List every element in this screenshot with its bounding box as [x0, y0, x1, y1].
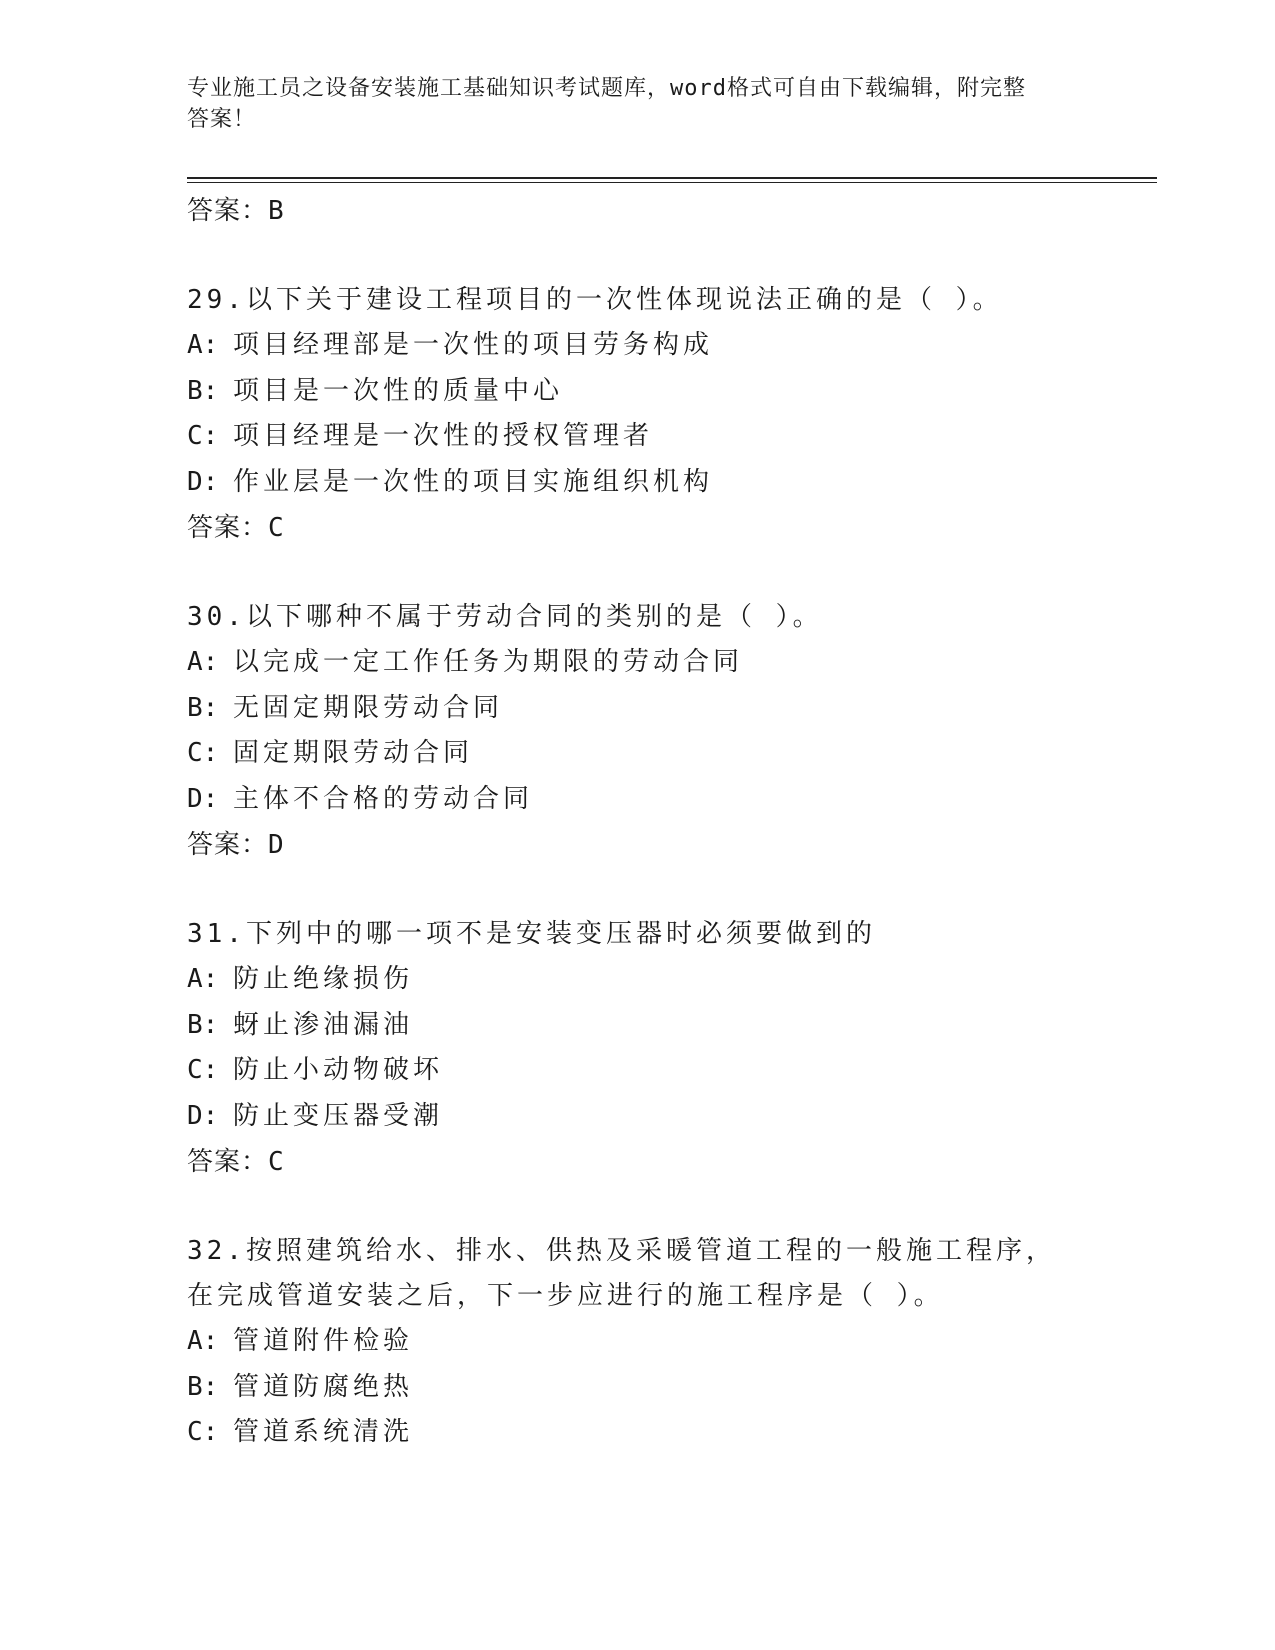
- question-item: [187, 595, 1067, 868]
- option-b: [187, 1365, 1067, 1411]
- option-letter: C:: [187, 738, 219, 768]
- option-b: [187, 686, 1067, 732]
- option-text: 防止小动物破坏: [233, 1055, 444, 1085]
- option-text: 防止绝缘损伤: [233, 964, 414, 994]
- option-letter: A:: [187, 647, 219, 677]
- option-text: 蚜止渗油漏油: [233, 1009, 414, 1040]
- question-stem: 32.按照建筑给水、排水、供热及采暖管道工程的一般施工程序，在完成管道安装之后，下一步应进行的施工程序是（ ）。: [187, 1236, 1056, 1311]
- option-text: 固定期限劳动合同: [233, 738, 474, 768]
- answer-line: 答案：C: [187, 513, 285, 543]
- option-text: 防止变压器受潮: [233, 1100, 444, 1131]
- option-c: [187, 731, 1067, 777]
- option-d: [187, 460, 1067, 506]
- document-page: [187, 0, 1157, 1650]
- option-c: [187, 1048, 1067, 1094]
- option-c: [187, 414, 1067, 460]
- option-letter: D:: [187, 1100, 219, 1131]
- question-item: [187, 912, 1067, 1185]
- option-letter: C:: [187, 1417, 219, 1447]
- option-text: 以完成一定工作任务为期限的劳动合同: [233, 647, 744, 677]
- option-a: [187, 323, 1067, 369]
- answer-line: 答案：B: [187, 196, 285, 226]
- option-text: 项目是一次性的质量中心: [233, 375, 564, 406]
- option-text: 项目经理部是一次性的项目劳务构成: [233, 330, 714, 360]
- option-a: [187, 1319, 1067, 1365]
- option-letter: C:: [187, 1055, 219, 1085]
- question-list: [187, 188, 1067, 1456]
- header-divider-thick: [187, 177, 1157, 179]
- option-b: [187, 369, 1067, 415]
- option-letter: B:: [187, 692, 219, 723]
- question-item: [187, 278, 1067, 551]
- option-text: 无固定期限劳动合同: [233, 692, 504, 723]
- option-text: 主体不合格的劳动合同: [233, 783, 534, 814]
- option-letter: A:: [187, 1326, 219, 1356]
- question-stem: 29.以下关于建设工程项目的一次性体现说法正确的是（ ）。: [187, 285, 1003, 315]
- option-c: [187, 1410, 1067, 1456]
- question-stem: 31.下列中的哪一项不是安装变压器时必须要做到的: [187, 919, 876, 949]
- document-header: 专业施工员之设备安装施工基础知识考试题库，word格式可自由下载编辑，附完整答案！: [187, 76, 1026, 132]
- option-a: [187, 957, 1067, 1003]
- option-letter: D:: [187, 466, 219, 497]
- question-stem: 30.以下哪种不属于劳动合同的类别的是（ ）。: [187, 602, 823, 632]
- answer-line: 答案：D: [187, 830, 285, 860]
- option-text: 管道防腐绝热: [233, 1371, 414, 1402]
- option-letter: A:: [187, 330, 219, 360]
- option-text: 管道附件检验: [233, 1326, 414, 1356]
- option-text: 项目经理是一次性的授权管理者: [233, 421, 654, 451]
- option-letter: A:: [187, 964, 219, 994]
- option-letter: C:: [187, 421, 219, 451]
- option-letter: B:: [187, 375, 219, 406]
- option-d: [187, 1094, 1067, 1140]
- option-b: [187, 1003, 1067, 1049]
- option-d: [187, 777, 1067, 823]
- question-item: [187, 1229, 1067, 1456]
- header-divider-thin: [187, 182, 1157, 183]
- answer-line: 答案：C: [187, 1147, 285, 1177]
- option-letter: B:: [187, 1009, 219, 1040]
- option-text: 作业层是一次性的项目实施组织机构: [233, 466, 714, 497]
- option-text: 管道系统清洗: [233, 1417, 414, 1447]
- option-letter: D:: [187, 783, 219, 814]
- option-a: [187, 640, 1067, 686]
- option-letter: B:: [187, 1371, 219, 1402]
